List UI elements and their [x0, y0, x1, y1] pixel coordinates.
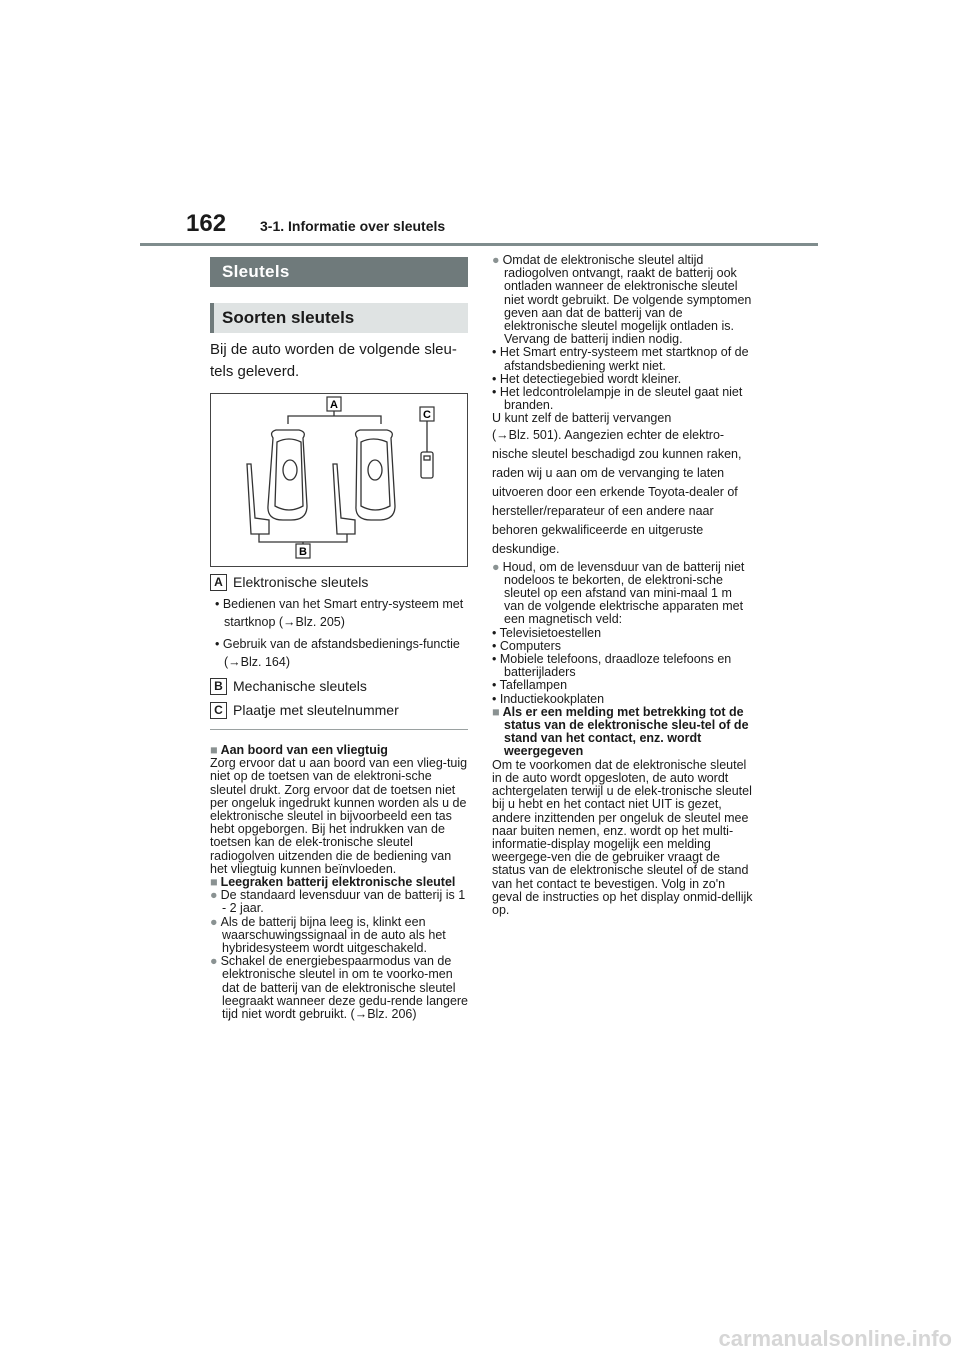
list-item: • Bedienen van het Smart entry-systeem met startknop (→Blz. 205): [215, 597, 464, 629]
list-item: • Het ledcontrolelampje in de sleutel gaat niet branden.: [492, 385, 743, 413]
key-c-row: [210, 701, 468, 719]
list-item: • Tafellampen: [492, 678, 568, 693]
square-bullet-icon: ■: [492, 704, 500, 719]
left-column: [210, 257, 468, 1021]
message-body: Om te voorkomen dat de elektronische sleutel in de auto wordt opgesloten, de auto wordt achtergelaten terwijl u de elek-tronische sleutel bij u hebt en het contact niet UIT is gezet, andere inzittenden per ongeluk de sleutel mee naar buiten nemen, enz. wordt op het multi-informatie-display mogelijk een melding weergege-ven die de gebruiker vraagt de status van de elektronische sleutel of de stand van het contact te bevestigen. Volg in zo'n geval de instructies op het display onmid-dellijk op.: [492, 757, 753, 917]
svg-text:A: A: [330, 399, 338, 411]
subsection-heading: Soorten sleutels: [210, 303, 468, 333]
battery-info: Omdat de elektronische sleutel altijd radiogolven ontvangt, raakt de batterij ook ontladen wanneer de elektronische sleutel niet wordt gebruikt. De volgende symptomen geven aan dat de batterij van de elektronische sleutel mogelijk ontladen is. Vervang de batterij indien nodig.: [502, 253, 752, 347]
replace-text: U kunt zelf de batterij vervangen: [492, 411, 672, 426]
list-item: • Televisietoestellen: [492, 625, 602, 640]
square-bullet-icon: ■: [210, 875, 218, 890]
distance-advice: Houd, om de levensduur van de batterij niet nodeloos te bekorten, de elektroni-sche sleutel op een afstand van mini-maal 1 m van de volgende elektrische apparaten met een magnetisch veld:: [502, 559, 745, 627]
badge-b: B: [210, 678, 227, 695]
right-column: [492, 254, 754, 917]
circle-bullet-icon: ●: [492, 559, 500, 574]
circle-bullet-icon: ●: [210, 914, 218, 929]
keys-illustration: [210, 393, 468, 567]
list-item: Schakel de energiebespaarmodus van de elektronische sleutel in om te voorko-men dat de batterij van de elektronische sleutel leegraakt wanneer deze gedu-rende langere tijd niet wordt gebruikt. (→Blz. 206): [220, 954, 469, 1022]
circle-bullet-icon: ●: [210, 888, 218, 903]
square-bullet-icon: ■: [210, 743, 218, 757]
chapter-title: 3-1. Informatie over sleutels: [260, 218, 446, 234]
intro-text: Bij de auto worden de volgende sleu-tels geleverd.: [210, 341, 457, 380]
airplane-body: Zorg ervoor dat u aan boord van een vlieg-tuig niet op de toetsen van de elektroni-sche sleutel drukt. Zorg ervoor dat de toetsen niet per ongeluk ingedrukt kunnen worden als u de elektronische sleutel in bijvoorbeeld een tas hebt opgeborgen. Bij het indrukken van de toetsen kan de elek-tronische sleutel radiogolven uitzenden die de bediening van het vliegtuig kunnen beïnvloeden.: [210, 756, 468, 876]
airplane-title: Aan boord van een vliegtuig: [220, 743, 388, 757]
figure-label-a: [327, 397, 341, 411]
list-item: • Het Smart entry-systeem met startknop of de afstandsbediening werkt niet.: [492, 345, 749, 373]
list-item: • Het detectiegebied wordt kleiner.: [492, 371, 682, 386]
list-item: De standaard levensduur van de batterij is 1 - 2 jaar.: [220, 888, 466, 916]
airplane-section: [210, 744, 468, 1021]
keys-drawing: [211, 394, 467, 566]
figure-label-c: [420, 407, 434, 421]
header-rule: [140, 243, 818, 246]
watermark: carmanualsonline.info: [718, 1326, 952, 1351]
circle-bullet-icon: ●: [210, 954, 218, 969]
message-title: Als er een melding met betrekking tot de status van de elektronische sleu-tel of de stand van het contact, enz. wordt weergegeven: [502, 704, 749, 759]
figure-label-b: [296, 544, 310, 558]
badge-a: A: [210, 574, 227, 591]
list-item: • Mobiele telefoons, draadloze telefoons en batterijladers: [492, 652, 732, 680]
section-heading: Sleutels: [210, 257, 468, 287]
key-b-row: [210, 677, 468, 695]
key-b-label: Mechanische sleutels: [233, 678, 367, 694]
list-item: • Computers: [492, 638, 561, 653]
list-item: Als de batterij bijna leeg is, klinkt een waarschuwingssignaal in de auto als het hybridesysteem wordt uitgeschakeld.: [220, 914, 446, 956]
list-item: • Inductiekookplaten: [492, 691, 605, 706]
key-c-label: Plaatje met sleutelnummer: [233, 702, 399, 718]
svg-text:B: B: [299, 546, 307, 558]
circle-bullet-icon: ●: [492, 253, 500, 267]
svg-text:C: C: [423, 409, 431, 421]
list-item: • Gebruik van de afstandsbedienings-functie (→Blz. 164): [215, 637, 460, 669]
badge-c: C: [210, 702, 227, 719]
replace-advice: (→Blz. 501). Aangezien echter de elektro-nische sleutel beschadigd zou kunnen raken, raden wij u aan om de vervanging te laten uitvoeren door een erkende Toyota-dealer of hersteller/reparateur of een andere naar behoren gekwalificeerde en uitgeruste deskundige.: [492, 427, 742, 556]
page-number: 162: [186, 210, 227, 237]
key-a-label: Elektronische sleutels: [233, 574, 369, 590]
battery-title: Leegraken batterij elektronische sleutel: [220, 875, 456, 890]
divider: [210, 729, 468, 730]
key-a-row: [210, 573, 468, 591]
